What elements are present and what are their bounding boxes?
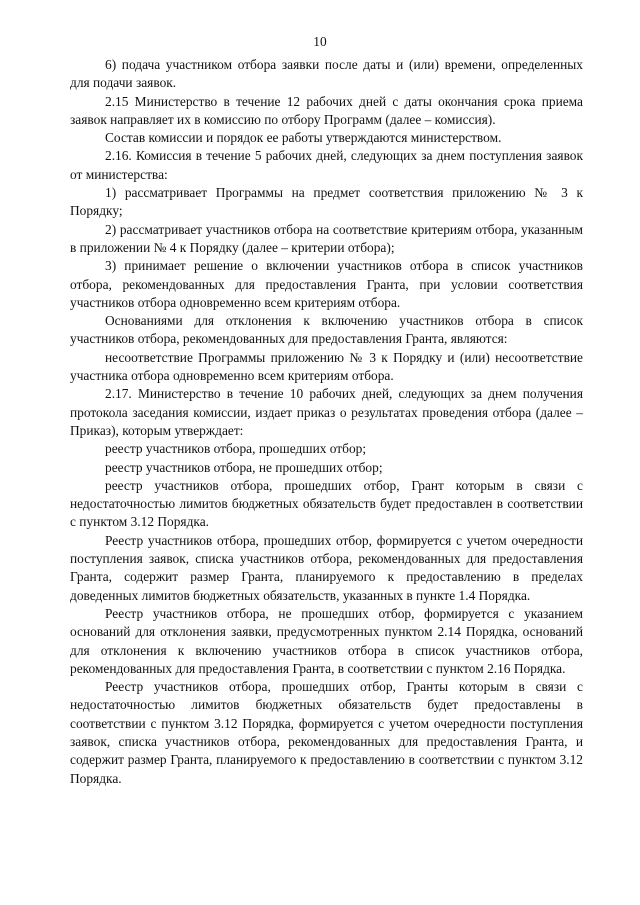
paragraph-rejection-grounds: Основаниями для отклонения к включению участников отбора в список участников отбора, рекомендованных для предоставления Гранта, являются:	[70, 313, 583, 347]
page-number: 10	[313, 34, 327, 49]
paragraph-register-passed-formation: Реестр участников отбора, прошедших отбор, формируется с учетом очередности поступления заявок, списка участников отбора, рекомендованных для предоставления Гранта, содержит размер Гранта, планируемого к предоставлению в пределах доведенных лимитов бюджетных обязательств, указанных в пункте 1.4 Порядка.	[70, 532, 583, 603]
paragraph-rejection-ground-item: несоответствие Программы приложению № 3 к Порядку и (или) несоответствие участника отбора одновременно всем критериям отбора.	[70, 349, 583, 384]
paragraph-2-16: 2.16. Комиссия в течение 5 рабочих дней, следующих за днем поступления заявок от министерства:	[70, 148, 583, 182]
paragraph-2-16-item-2: 2) рассматривает участников отбора на соответствие критериям отбора, указанным в приложении № 4 к Порядку (далее – критерии отбора);	[70, 221, 583, 255]
paragraph-2-16-item-1: 1) рассматривает Программы на предмет соответствия приложению № 3 к Порядку;	[70, 185, 583, 219]
document-body	[70, 56, 583, 788]
paragraph-register-not-passed-formation: Реестр участников отбора, не прошедших отбор, формируется с указанием оснований для отклонения заявки, предусмотренных пунктом 2.14 Порядка, оснований для отклонения к включению участников отбора в список участников отбора, рекомендованных для предоставления Гранта, в соответствии с пунктом 2.16 Порядка.	[70, 605, 583, 676]
paragraph-commission-composition: Состав комиссии и порядок ее работы утверждаются министерством.	[105, 130, 502, 146]
paragraph-register-not-passed: реестр участников отбора, не прошедших отбор;	[105, 459, 383, 475]
paragraph-2-16-item-3: 3) принимает решение о включении участников отбора в список участников отбора, рекомендованных для предоставления Гранта, при условии соответствия участников отбора одновременно всем критериям отбора.	[70, 258, 583, 310]
paragraph-2-15: 2.15 Министерство в течение 12 рабочих дней с даты окончания срока приема заявок направляет их в комиссию по отбору Программ (далее – комиссия).	[70, 93, 583, 127]
paragraph-register-deferred-formation: Реестр участников отбора, прошедших отбор, Гранты которым в связи с недостаточностью лимитов бюджетных обязательств будет предоставлены в соответствии с пунктом 3.12 Порядка, формируется с учетом очередности поступления заявок, списка участников отбора, рекомендованных для предоставления Гранта, и содержит размер Гранта, планируемого к предоставлению в соответствии с пунктом 3.12 Порядка.	[70, 679, 583, 786]
paragraph-register-passed: реестр участников отбора, прошедших отбор;	[105, 441, 367, 457]
paragraph-register-deferred: реестр участников отбора, прошедших отбор, Грант которым в связи с недостаточностью лимитов бюджетных обязательств будет предоставлен в соответствии с пунктом 3.12 Порядка.	[70, 477, 583, 530]
paragraph-2-17: 2.17. Министерство в течение 10 рабочих дней, следующих за днем получения протокола заседания комиссии, издает приказ о результатах проведения отбора (далее – Приказ), которым утверждает:	[70, 386, 583, 438]
paragraph-item-6: 6) подача участником отбора заявки после даты и (или) времени, определенных для подачи заявок.	[70, 57, 583, 91]
